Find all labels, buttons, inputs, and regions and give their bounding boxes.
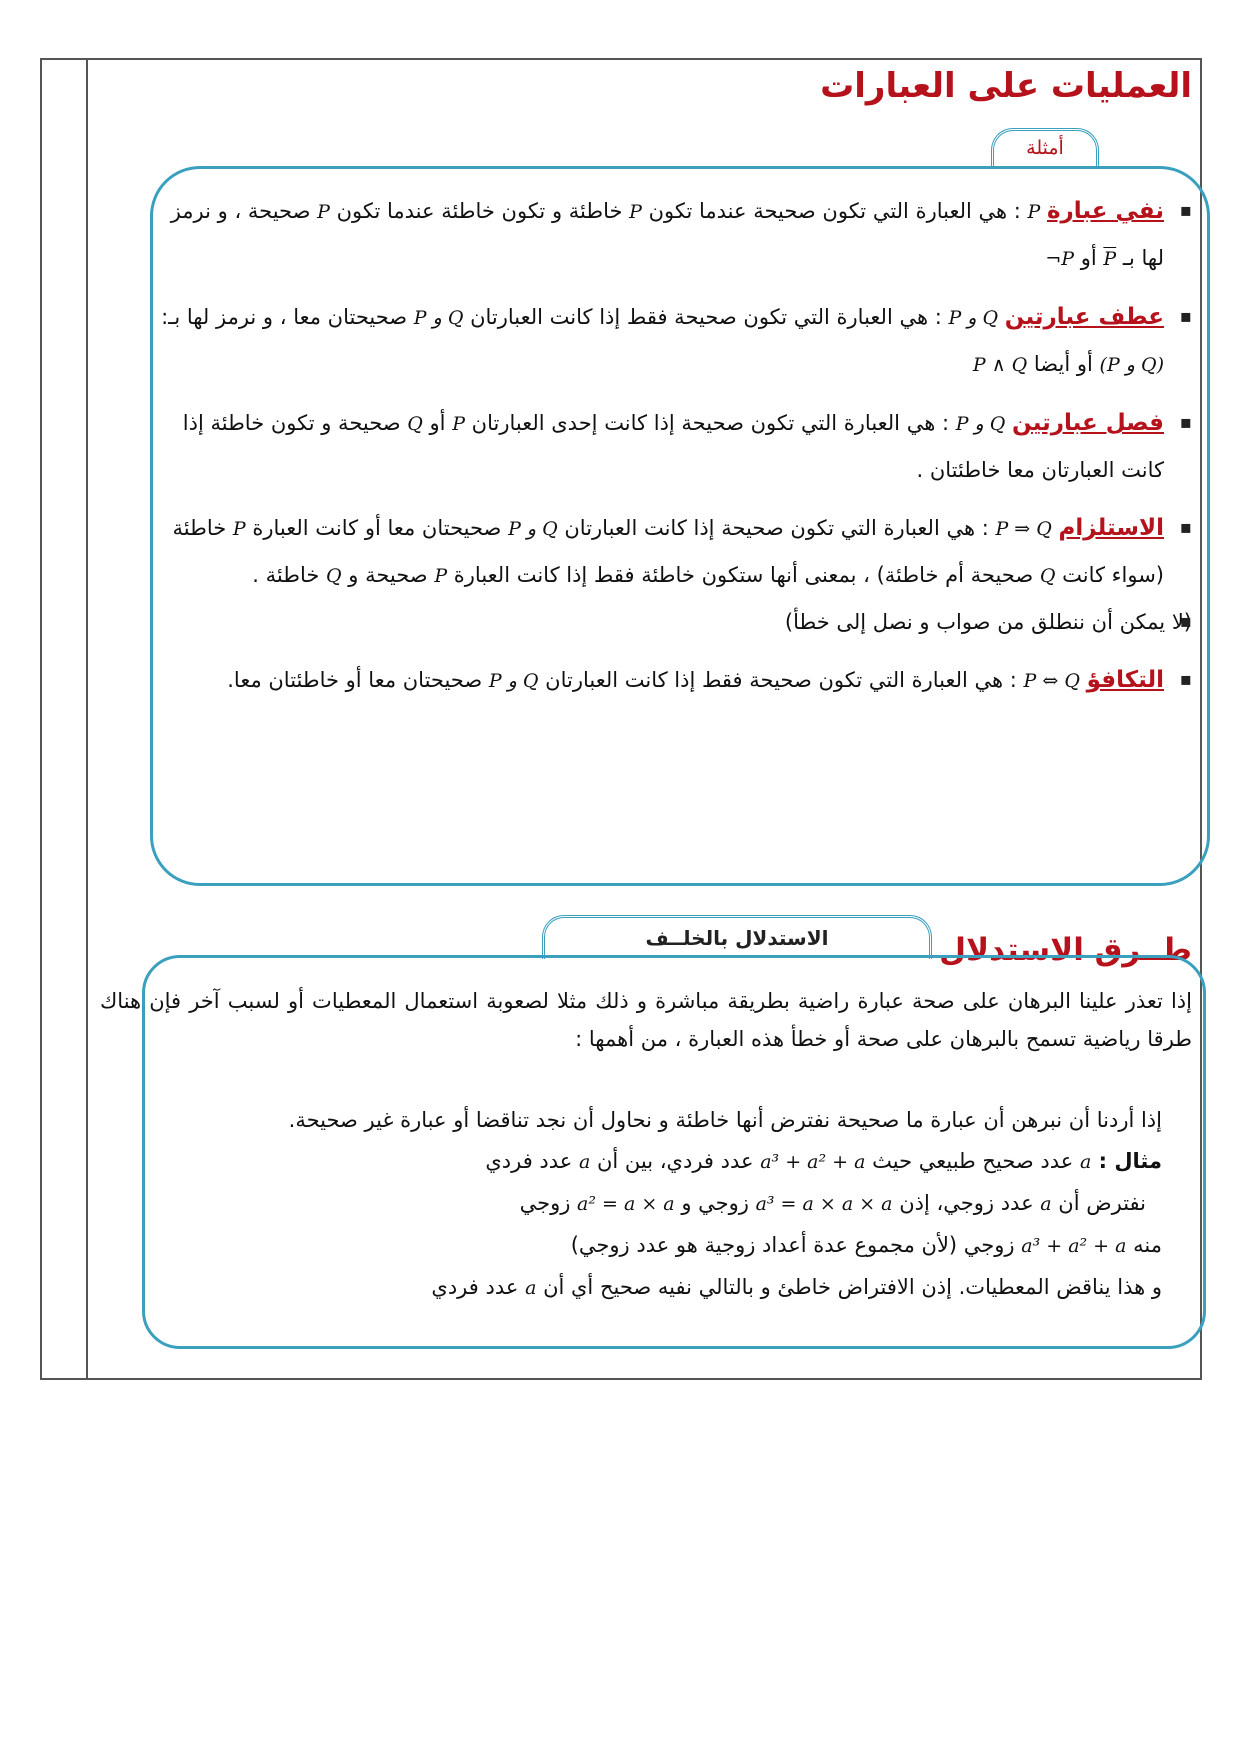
section-title: طــرق الاستدلال xyxy=(939,932,1192,968)
section-intro: إذا تعذر علينا البرهان على صحة عبارة راضية بطريقة مباشرة و ذلك مثلا لصعوبة استعمال المعطيات أو لسبب آخر فإن هناك طرقا رياضية تسمح بالبرهان على صحة أو خطأ هذه العبارة ، من أهمها : xyxy=(100,989,1192,1051)
proof-content xyxy=(162,1100,1162,1309)
term-disjunction: فصل عبارتين xyxy=(1012,410,1164,436)
page-title: العمليات على العبارات xyxy=(820,66,1192,106)
margin-line xyxy=(86,58,88,1380)
def-implication: ▪ الاستلزام P ⇒ Q : هي العبارة التي تكون صحيحة إذا كانت العبارتان P و Q صحيحتان معا أو كانت العبارة P خاطئة (سواء كانت Q صحيحة أم خاطئة) ، بمعنى أنها ستكون خاطئة فقط إذا كانت العبارة P صحيحة و Q خاطئة . xyxy=(142,505,1192,599)
def-conjunction: ▪ عطف عبارتين P و Q : هي العبارة التي تكون صحيحة فقط إذا كانت العبارتان P و Q صحيحتان معا ، و نرمز لها بـ: (P و Q) أو أيضا P ∧ Q xyxy=(142,294,1192,388)
equiv-symbol: P ⇔ Q xyxy=(1023,670,1080,692)
examples-tab: أمثلة xyxy=(991,128,1099,168)
p-bar-symbol: $\overline{P}$ xyxy=(1103,248,1117,270)
term-implication: الاستلزام xyxy=(1058,515,1164,541)
example-statement: مثال : a عدد صحيح طبيعي حيث a³ + a² + a عدد فردي، بين أن a عدد فردي xyxy=(485,1149,1162,1173)
implies-symbol: P ⇒ Q xyxy=(995,518,1052,540)
and-symbol: P ∧ Q xyxy=(972,354,1028,376)
def-equivalence: ▪ التكافؤ P ⇔ Q : هي العبارة التي تكون صحيحة فقط إذا كانت العبارتان P و Q صحيحتان معا أو خاطئتان معا. xyxy=(142,657,1192,704)
term-negation: نفي عبارة xyxy=(1046,198,1164,224)
proof-description: إذا أردنا أن نبرهن أن عبارة ما صحيحة نفترض أنها خاطئة و نحاول أن نجد تناقضا أو عبارة غير صحيحة. xyxy=(288,1108,1162,1132)
proof-method-tab: الاستدلال بالخلــف xyxy=(542,915,932,959)
definitions-list xyxy=(142,188,1192,704)
implication-note: ▪ (لا يمكن أن ننطلق من صواب و نصل إلى خطأ) xyxy=(142,599,1192,645)
proof-step-1: نفترض أن a عدد زوجي، إذن a³ = a × a × a زوجي و a² = a × a زوجي xyxy=(519,1191,1146,1215)
proof-step-2: منه a³ + a² + a زوجي (لأن مجموع عدة أعداد زوجية هو عدد زوجي) xyxy=(570,1233,1162,1257)
def-negation: ▪ نفي عبارة P : هي العبارة التي تكون صحيحة عندما تكون P خاطئة و تكون خاطئة عندما تكون P صحيحة ، و نرمز لها بـ $\overline{P}$ أو ¬P xyxy=(142,188,1192,282)
def-disjunction: ▪ فصل عبارتين P و Q : هي العبارة التي تكون صحيحة إذا كانت إحدى العبارتان P أو Q صحيحة و تكون خاطئة إذا كانت العبارتان معا خاطئتان . xyxy=(142,400,1192,493)
term-equivalence: التكافؤ xyxy=(1086,667,1164,693)
proof-conclusion: و هذا يناقض المعطيات. إذن الافتراض خاطئ و بالتالي نفيه صحيح أي أن a عدد فردي xyxy=(431,1275,1162,1299)
not-p-symbol: ¬P xyxy=(1045,248,1075,270)
term-conjunction: عطف عبارتين xyxy=(1004,304,1164,330)
